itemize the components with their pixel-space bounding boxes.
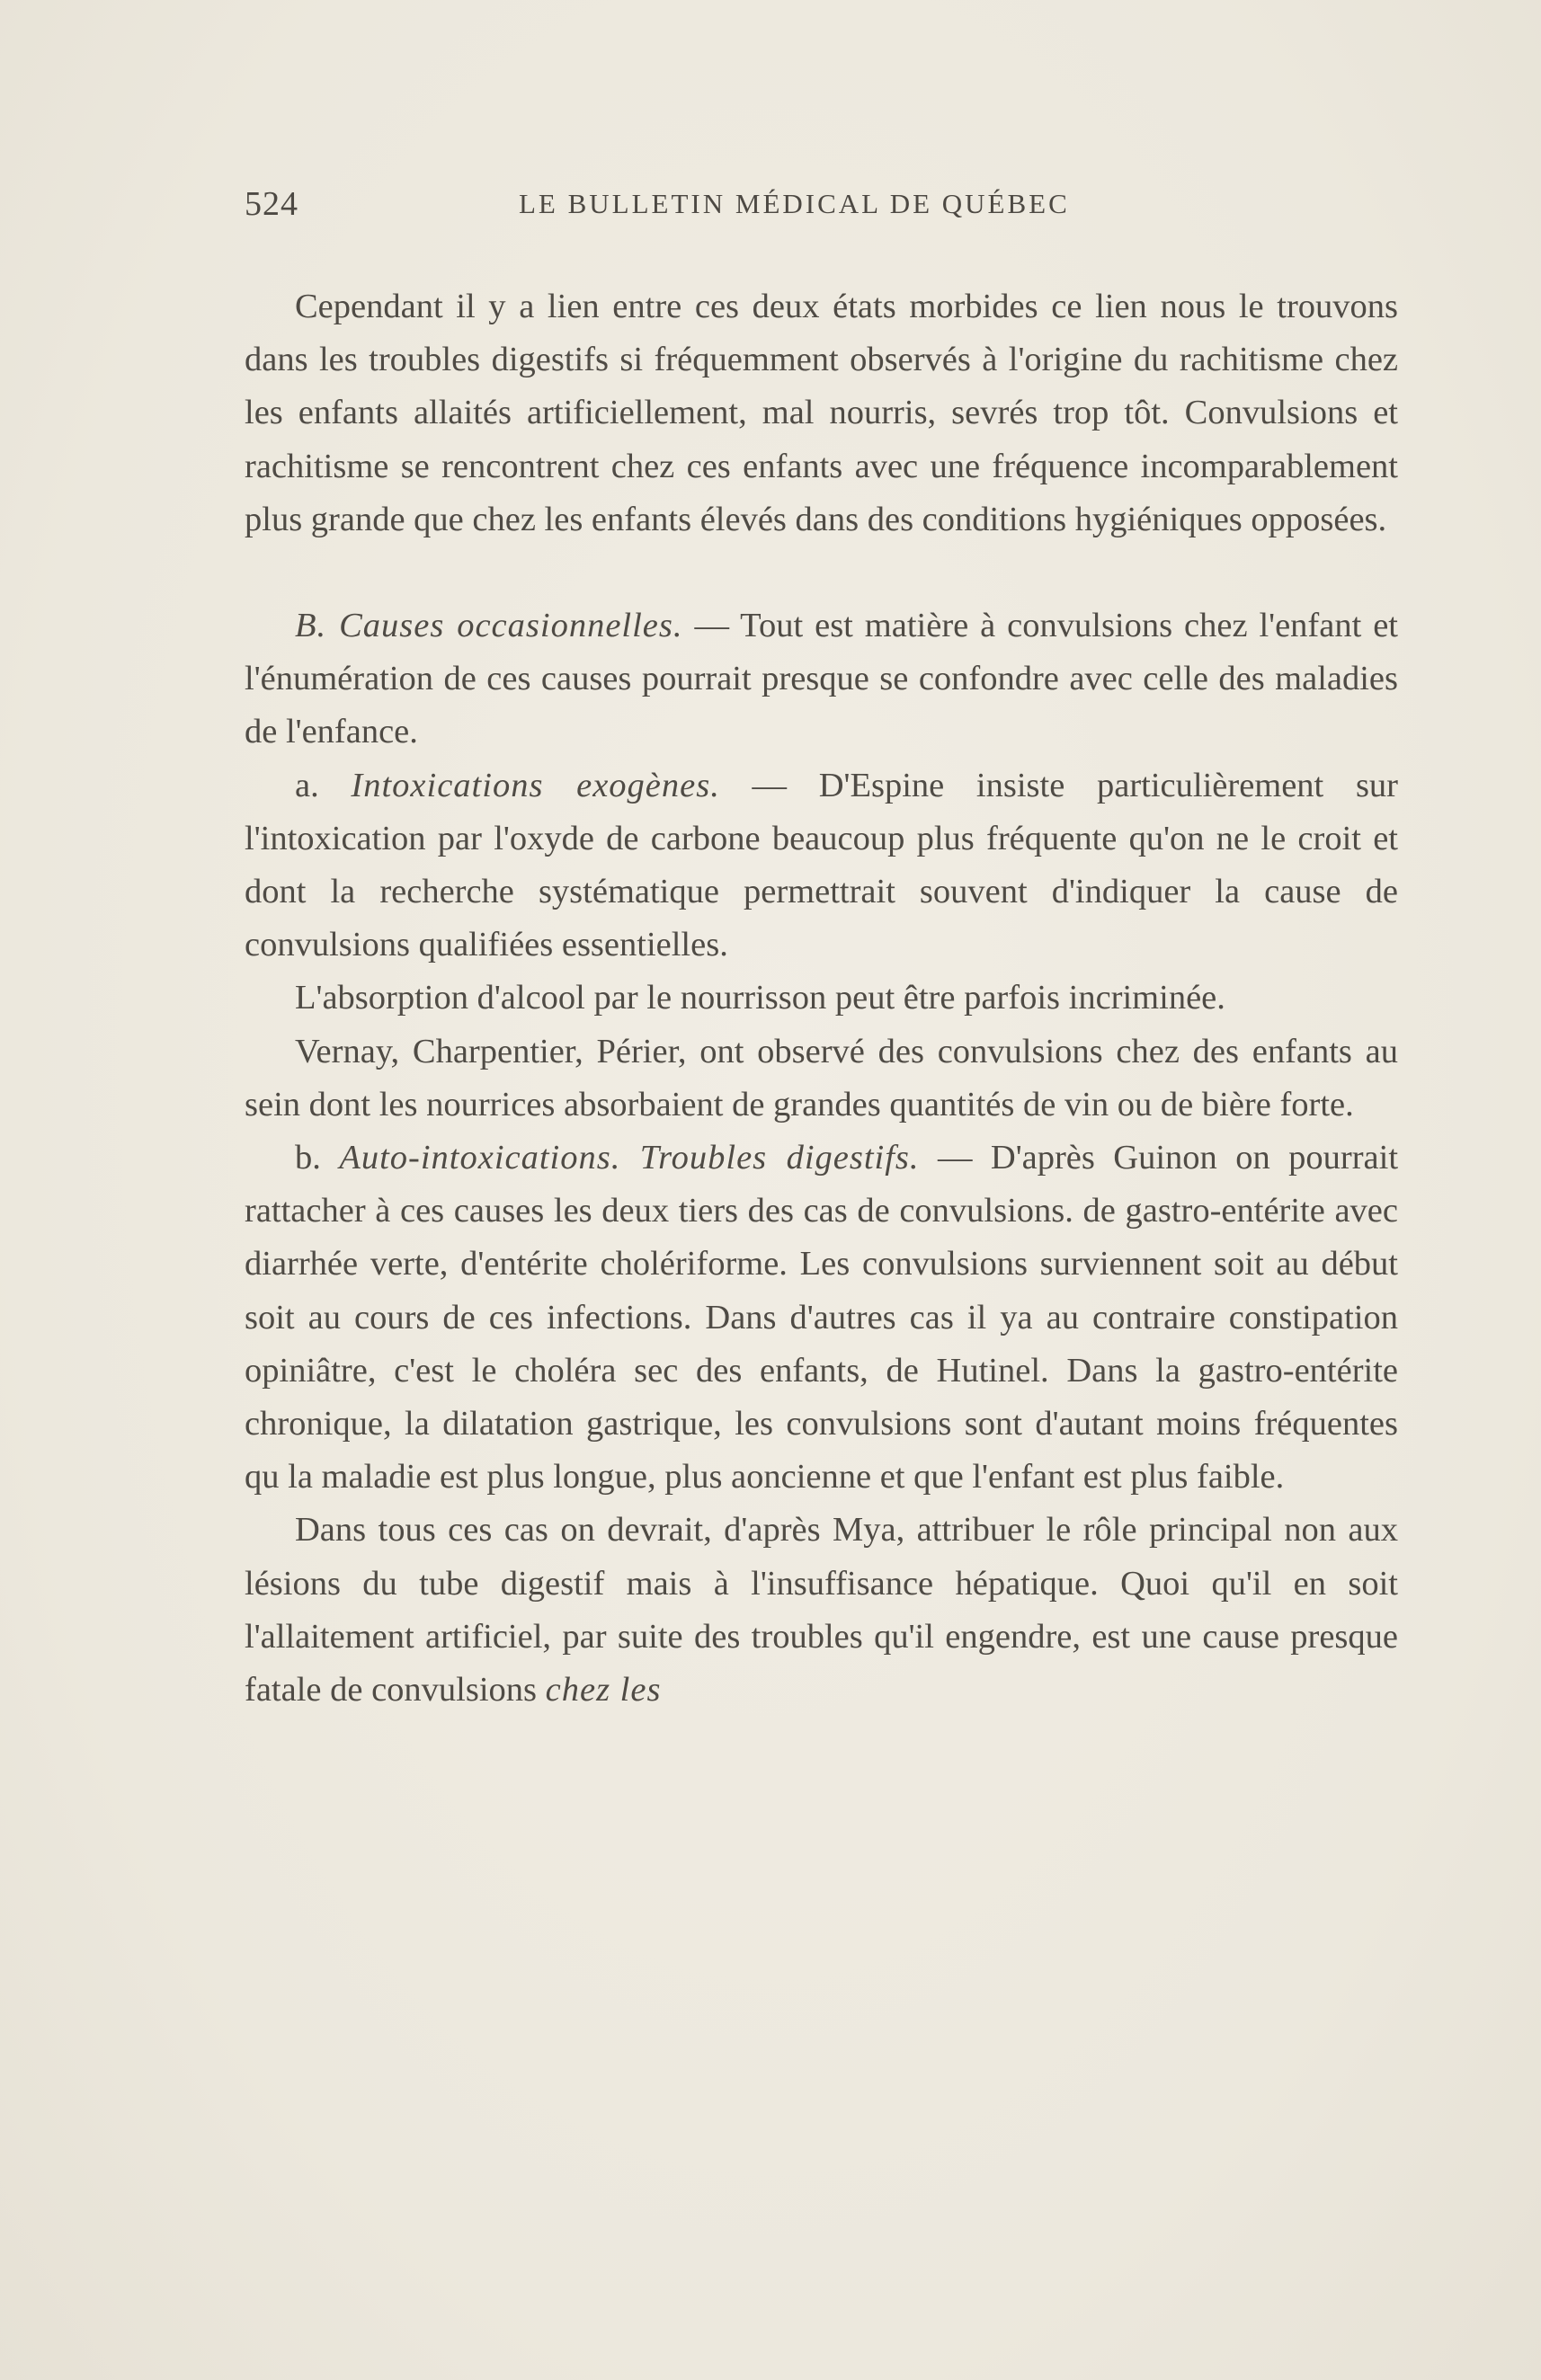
running-title: LE BULLETIN MÉDICAL DE QUÉBEC: [519, 188, 1070, 219]
article-body: [245, 280, 1398, 1717]
paragraph-alcool: L'absorption d'alcool par le nourrisson peut être parfois incriminée.: [295, 979, 1225, 1017]
subheading-auto-intoxications: Auto-intoxications. Troubles digestifs.: [339, 1139, 920, 1177]
page-header: [245, 184, 1144, 238]
paragraph-mya: Dans tous ces cas on devrait, d'après Mya, attribuer le rôle principal non aux lésions du tube digestif mais à l'insuffisance hépatique. Quoi qu'il en soit l'allaitement artificiel, par suite des troubles qu'il engendre, est une cause presque fatale de convulsions chez les: [245, 1511, 1398, 1710]
paragraph-auto-intoxications: b. Auto-intoxications. Troubles digestifs. — D'après Guinon on pourrait rattacher à ces causes les deux tiers des cas de convulsions. de gastro-entérite avec diarrhée verte, d'entérite cholériforme. Les convulsions surviennent soit au début soit au cours de ces infections. Dans d'autres cas il ya au contraire constipation opiniâtre, c'est le choléra sec des enfants, de Hutinel. Dans la gastro-entérite chronique, la dilatation gastrique, les convulsions sont d'autant moins fréquentes qu la maladie est plus longue, plus aoncienne et que l'enfant est plus faible.: [245, 1139, 1399, 1496]
section-heading-causes: B. Causes occasionnelles.: [295, 607, 683, 645]
paragraph-rickets-link: Cependant il y a lien entre ces deux états morbides ce lien nous le trouvons dans les troubles digestifs si fréquemment observés à l'origine du rachitisme chez les enfants allaités artificiellement, mal nourris, sevrés trop tôt. Convulsions et rachitisme se rencontrent chez ces enfants avec une fréquence incomparablement plus grande que chez les enfants élevés dans des conditions hygiéniques opposées.: [245, 288, 1398, 538]
page-number: 524: [245, 185, 298, 223]
paragraph-intoxications-exogenes: a. Intoxications exogènes. — D'Espine insiste particulièrement sur l'intoxication par l'oxyde de carbone beaucoup plus fréquente qu'on ne le croit et dont la recherche systématique permettrait souvent d'indiquer la cause de convulsions qualifiées essentielles.: [245, 766, 1398, 964]
paragraph-causes-occasionnelles: B. Causes occasionnelles. — Tout est matière à convulsions chez l'enfant et l'énumération de ces causes pourrait presque se confondre avec celle des maladies de l'enfance.: [245, 607, 1398, 751]
subheading-intoxications-exogenes: Intoxications exogènes.: [351, 766, 720, 804]
paragraph-vernay: Vernay, Charpentier, Périer, ont observé des convulsions chez des enfants au sein dont les nourrices absorbaient de grandes quantités de vin ou de bière forte.: [245, 1032, 1398, 1123]
